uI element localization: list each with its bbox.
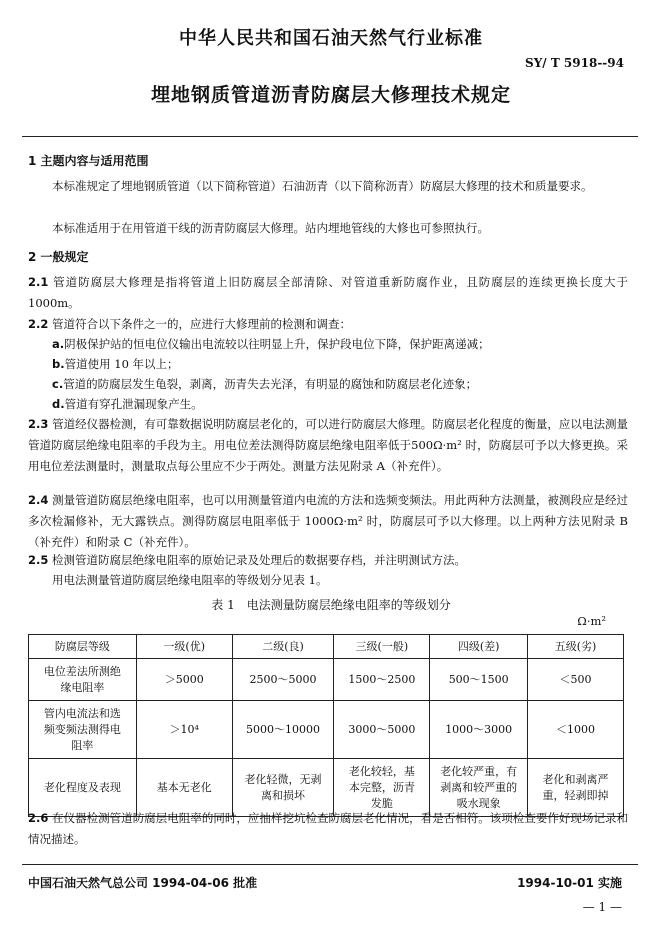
table-header-cell: 一级(优) [136, 635, 232, 659]
list-item-text: 阴极保护站的恒电位仪输出电流较以往明显上升，保护段电位下降，保护距离递减； [64, 337, 490, 351]
table-caption: 表 1 电法测量防腐层绝缘电阻率的等级划分 [211, 598, 451, 612]
table-header-cell: 三级(一般) [334, 635, 430, 659]
org-title: 中华人民共和国石油天然气行业标准 [179, 28, 483, 49]
clause-2-6-text: 在仪器检测管道防腐层电阻率的同时，应抽样挖坑检查防腐层老化情况，看是否相符。该项检查要作好现场记录和情况描述。 [28, 811, 629, 846]
table-unit: Ω·m² [577, 614, 606, 628]
list-item-tag: b. [52, 357, 65, 371]
section-2-heading: 2 一般规定 [28, 250, 89, 264]
document-title: 埋地钢质管道沥青防腐层大修理技术规定 [150, 84, 511, 106]
list-item-tag: c. [52, 377, 64, 391]
clause-2-1 [28, 272, 628, 314]
table-header-cell: 四级(差) [430, 635, 528, 659]
clause-2-4-number: 2.4 [28, 493, 49, 507]
clause-2-5 [28, 550, 628, 571]
table-cell: 老化和剥离严重，轻剥即掉 [528, 759, 624, 817]
clause-2-3 [28, 414, 628, 477]
table-row-label: 电位差法所测绝缘电阻率 [29, 659, 137, 701]
table-cell: ＞10⁴ [136, 701, 232, 759]
table-cell: 500～1500 [430, 659, 528, 701]
section-1-heading: 1 主题内容与适用范围 [28, 154, 149, 168]
clause-2-5-number: 2.5 [28, 553, 49, 567]
clause-2-3-text: 管道经仪器检测，有可靠数据说明防腐层老化的，可以进行防腐层大修理。防腐层老化程度的衡量，应以电法测量管道防腐层绝缘电阻率的手段为主。用电位差法测得防腐层绝缘电阻率低于500Ω·m² 时，防腐层可予以大修更换。采用电位差法测量时，测量取点每公里应不少于两处。测量方法见附录 A（补充件）。 [28, 417, 629, 473]
approval-line: 中国石油天然气总公司 1994-04-06 批准 [28, 876, 258, 890]
list-item-tag: d. [52, 397, 65, 411]
table-header-row [29, 635, 624, 659]
effective-date: 1994-10-01 实施 [517, 876, 622, 890]
list-item-text: 管道有穿孔泄漏现象产生。 [64, 397, 203, 411]
page-number: — 1 — [582, 900, 622, 914]
table-cell: 老化较轻，基本完整，沥青发脆 [334, 759, 430, 817]
table-cell: 5000～10000 [232, 701, 334, 759]
list-item [52, 334, 628, 355]
list-item-text: 管道使用 10 年以上； [64, 357, 179, 371]
table-cell: 3000～5000 [334, 701, 430, 759]
table-cell: ＜500 [528, 659, 624, 701]
table-row [29, 659, 624, 701]
list-item [52, 394, 628, 415]
list-item-text: 管道的防腐层发生龟裂，剥离，沥青失去光泽，有明显的腐蚀和防腐层老化迹象； [63, 377, 478, 391]
clause-2-4-text: 测量管道防腐层绝缘电阻率，也可以用测量管道内电流的方法和选频变频法。用此两种方法测量，被测段应是经过多次检漏修补，无大露铁点。测得防腐层电阻率低于 1000Ω·m² 时，防腐层可予以大修理。以上两种方法见附录 B（补充件）和附录 C（补充件）。 [28, 493, 629, 549]
title-rule [22, 136, 638, 137]
table-row [29, 701, 624, 759]
clause-2-1-text: 管道防腐层大修理是指将管道上旧防腐层全部清除、对管道重新防腐作业，且防腐层的连续更换长度大于 1000m。 [28, 275, 629, 310]
table-cell: 老化较严重，有剥离和较严重的吸水现象 [430, 759, 528, 817]
table-cell: 基本无老化 [136, 759, 232, 817]
table-cell: 1500～2500 [334, 659, 430, 701]
section-1-paragraph-1: 本标准规定了埋地钢质管道（以下简称管道）石油沥青（以下简称沥青）防腐层大修理的技术和质量要求。 [52, 179, 593, 193]
clause-2-5-note: 用电法测量管道防腐层绝缘电阻率的等级划分见表 1。 [52, 573, 328, 587]
clause-2-6-number: 2.6 [28, 811, 49, 825]
table-cell: 老化轻微，无剥离和损坏 [232, 759, 334, 817]
table-header-cell: 二级(良) [232, 635, 334, 659]
section-1-paragraph-2: 本标准适用于在用管道干线的沥青防腐层大修理。站内埋地管线的大修也可参照执行。 [52, 221, 489, 235]
clause-2-2-number: 2.2 [28, 317, 49, 331]
resistivity-grade-table [28, 634, 624, 817]
clause-2-4 [28, 490, 628, 553]
clause-2-2 [28, 314, 628, 335]
table-row-label: 管内电流法和选频变频法测得电阻率 [29, 701, 137, 759]
table-cell: 2500～5000 [232, 659, 334, 701]
footer-rule [22, 864, 638, 865]
list-item [52, 374, 628, 395]
clause-2-6 [28, 808, 628, 850]
clause-2-2-text: 管道符合以下条件之一的，应进行大修理前的检测和调查： [52, 317, 352, 331]
clause-2-3-number: 2.3 [28, 417, 49, 431]
table-cell: 1000～3000 [430, 701, 528, 759]
table-header-cell: 防腐层等级 [29, 635, 137, 659]
table-cell: ＜1000 [528, 701, 624, 759]
table-cell: ＞5000 [136, 659, 232, 701]
list-item [52, 354, 628, 375]
list-item-tag: a. [52, 337, 65, 351]
table-row-label: 老化程度及表现 [29, 759, 137, 817]
table-header-cell: 五级(劣) [528, 635, 624, 659]
standard-number: SY/ T 5918--94 [525, 56, 624, 70]
clause-2-5-text: 检测管道防腐层绝缘电阻率的原始记录及处理后的数据要存档，并注明测试方法。 [52, 553, 467, 567]
clause-2-1-number: 2.1 [28, 275, 49, 289]
